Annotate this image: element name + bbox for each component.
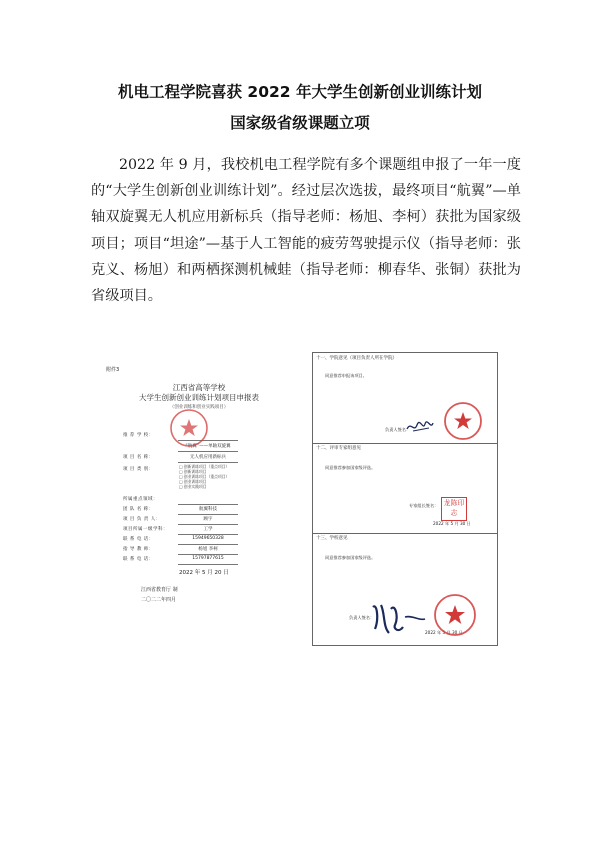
form-row	[123, 496, 283, 505]
form-row-label: 项 目 负 责 人：	[123, 517, 161, 522]
attachment-label: 附件3	[106, 367, 120, 373]
signer-label: 负责人签名：	[385, 427, 411, 432]
form-row	[123, 526, 283, 535]
checkbox-option: □ 创业实践项目	[179, 484, 207, 489]
checkbox-option: □ 创新训练项目	[179, 469, 207, 474]
form-row-label: 所属重点领域：	[123, 497, 158, 502]
section-opinion: 同意推荐参加国家级评选。	[325, 555, 376, 560]
form-row	[123, 546, 283, 555]
form-row-label: 团 队 名 称：	[123, 507, 154, 512]
section-date: 2022 年 5 月 30 日	[433, 521, 471, 526]
article-body	[91, 152, 521, 309]
form-row	[123, 536, 283, 545]
signer-label: 专家组长签名：	[409, 503, 439, 508]
handwritten-signature	[405, 419, 435, 435]
article-title-line2: 国家级省级课题立项	[230, 114, 370, 132]
handwritten-signature	[369, 599, 427, 639]
form-row-label: 联 系 电 话：	[123, 557, 154, 562]
form-issuer: 江西省教育厅 制	[141, 587, 178, 593]
section-heading: 十一、学院意见（项目负责人所在学院）	[316, 356, 397, 361]
form-heading-1: 江西省高等学校	[172, 383, 226, 392]
form-heading-2: 大学生创新创业训练计划项目申报表	[139, 393, 259, 402]
form-row-label: 项 目 名 称：	[123, 455, 154, 460]
form-row	[123, 454, 283, 463]
school-seal-stamp	[433, 593, 477, 637]
section-heading: 十二、评审专家组意见	[316, 446, 361, 451]
section-opinion: 同意推荐参加国家级评选。	[325, 465, 376, 470]
signer-label: 负责人签名：	[349, 615, 375, 620]
checkbox-option: □ 创业训练项目	[179, 479, 207, 484]
form-row-value: 顾宇	[203, 517, 213, 522]
form-row-value: 无人机应用新标兵	[190, 455, 226, 460]
article-title-line1: 机电工程学院喜获 2022 年大学生创新创业训练计划	[118, 83, 482, 101]
form-section-college	[313, 353, 497, 444]
stamp-text: 龙陈印志	[443, 499, 465, 517]
form-row-value: 工学	[203, 527, 213, 532]
form-row	[123, 506, 283, 515]
form-row	[123, 516, 283, 525]
section-opinion: 同意推荐申报该项目。	[325, 373, 367, 378]
form-row-value: “航翼”——单轴双旋翼	[185, 444, 231, 449]
form-issue-date: 二〇二二年四月	[141, 597, 177, 603]
form-row-value: 15797877615	[192, 556, 224, 561]
section-heading: 十三、学校意见	[316, 536, 348, 541]
form-section-experts	[313, 443, 497, 534]
form-row-value: 杨旭 李柯	[198, 547, 218, 552]
form-row-value: 15949650328	[192, 536, 224, 541]
form-row-label: 项目所属一级学科：	[123, 527, 168, 532]
form-date: 2022 年 5 月 20 日	[179, 570, 229, 576]
section-date: 2022 年 5 月 30 日	[425, 630, 463, 635]
checkbox-option: □ 创业训练项目（重点项目）	[179, 474, 230, 479]
form-section-school	[313, 533, 497, 645]
application-form-scan	[101, 360, 297, 622]
form-row-label: 指 导 教 师：	[123, 547, 154, 552]
form-row-label: 联 系 电 话：	[123, 537, 154, 542]
form-row-label: 推 荐 学 校：	[123, 433, 154, 438]
form-heading-3: （创业训练和创业实践项目）	[169, 405, 229, 410]
article-paragraph: 2022 年 9 月，我校机电工程学院有多个课题组申报了一年一度的“大学生创新创业训练计划”。经过层次选拔，最终项目“航翼”—单轴双旋翼无人机应用新标兵（指导老师：杨旭、李柯）获批为国家级项目；项目“坦途”—基于人工智能的疲劳驾驶提示仪（指导老师：张克义、杨旭）和两栖探测机械蛙（指导老师：柳春华、张铜）获批为省级项目。	[91, 157, 521, 305]
college-seal-stamp	[443, 401, 483, 441]
approval-form-scan	[312, 352, 498, 646]
school-seal-stamp	[169, 408, 209, 448]
form-row	[123, 556, 283, 565]
checkbox-option: □ 创新训练项目（重点项目）	[179, 464, 230, 469]
expert-name-stamp	[441, 497, 467, 521]
form-row-value: 航翼科技	[199, 507, 217, 512]
form-row-label: 项 目 类 别：	[123, 467, 154, 472]
